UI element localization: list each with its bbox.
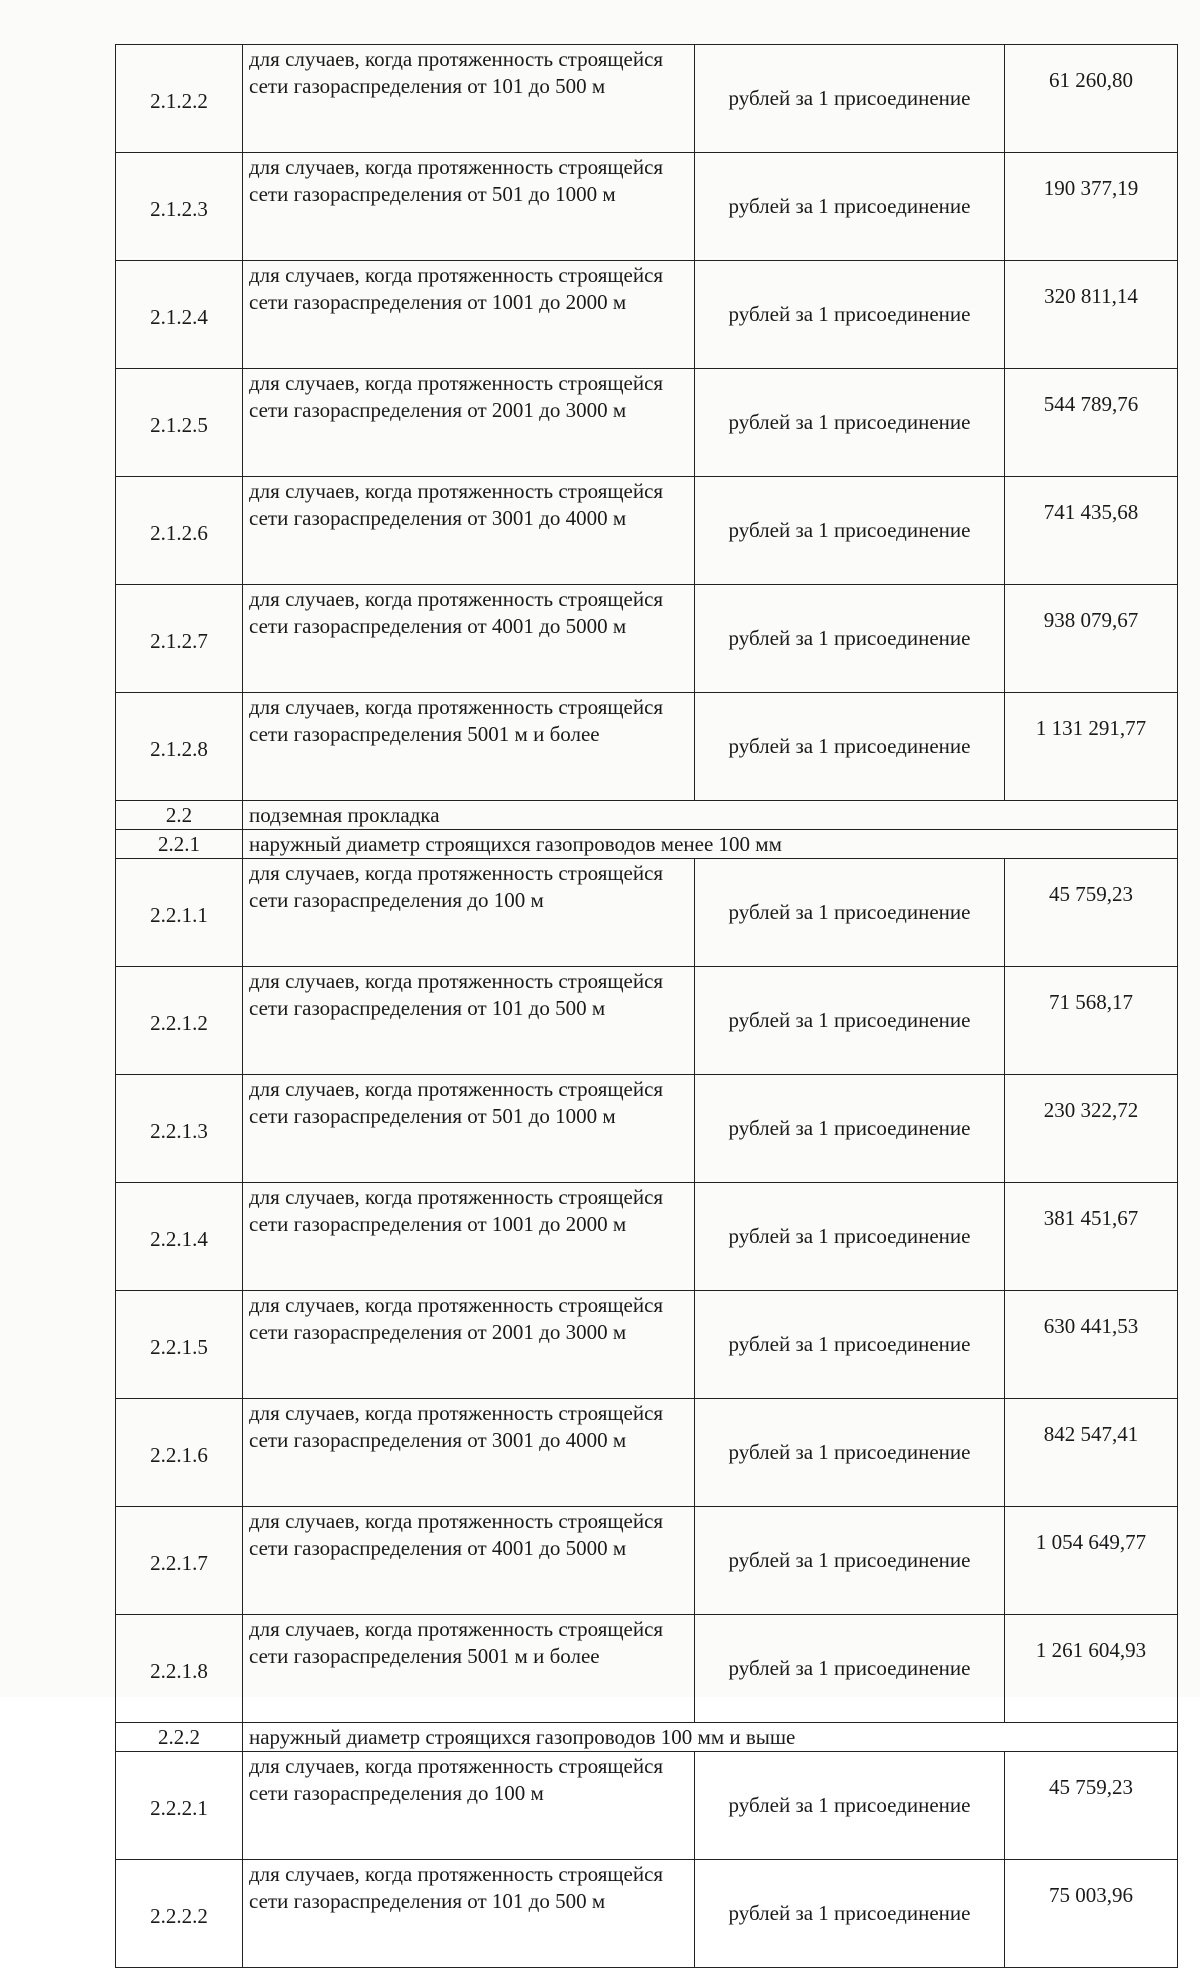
row-unit: рублей за 1 присоединение <box>695 967 1005 1075</box>
row-number: 2.1.2.2 <box>116 45 243 153</box>
row-value: 630 441,53 <box>1005 1291 1178 1399</box>
row-value: 842 547,41 <box>1005 1399 1178 1507</box>
table-row <box>116 1183 1178 1291</box>
row-description: для случаев, когда протяженность строящейся сети газораспределения от 2001 до 3000 м <box>243 369 695 477</box>
table-row <box>116 1291 1178 1399</box>
section-row <box>116 801 1178 830</box>
row-description: для случаев, когда протяженность строящейся сети газораспределения от 3001 до 4000 м <box>243 1399 695 1507</box>
row-value: 544 789,76 <box>1005 369 1178 477</box>
row-number: 2.2.1.1 <box>116 859 243 967</box>
table-row <box>116 1860 1178 1968</box>
row-description: для случаев, когда протяженность строящейся сети газораспределения до 100 м <box>243 859 695 967</box>
table-row <box>116 859 1178 967</box>
row-value: 741 435,68 <box>1005 477 1178 585</box>
row-description: для случаев, когда протяженность строящейся сети газораспределения от 2001 до 3000 м <box>243 1291 695 1399</box>
table-row <box>116 45 1178 153</box>
section-number: 2.2.2 <box>116 1723 243 1752</box>
row-number: 2.1.2.5 <box>116 369 243 477</box>
row-value: 1 054 649,77 <box>1005 1507 1178 1615</box>
row-unit: рублей за 1 присоединение <box>695 859 1005 967</box>
table-row <box>116 1615 1178 1723</box>
section-number: 2.2 <box>116 801 243 830</box>
row-unit: рублей за 1 присоединение <box>695 585 1005 693</box>
table-row <box>116 1399 1178 1507</box>
row-unit: рублей за 1 присоединение <box>695 477 1005 585</box>
row-number: 2.2.1.4 <box>116 1183 243 1291</box>
row-number: 2.2.1.7 <box>116 1507 243 1615</box>
row-number: 2.2.2.1 <box>116 1752 243 1860</box>
row-unit: рублей за 1 присоединение <box>695 1399 1005 1507</box>
row-description: для случаев, когда протяженность строящейся сети газораспределения от 101 до 500 м <box>243 1860 695 1968</box>
table-row <box>116 967 1178 1075</box>
row-value: 381 451,67 <box>1005 1183 1178 1291</box>
row-value: 190 377,19 <box>1005 153 1178 261</box>
row-unit: рублей за 1 присоединение <box>695 45 1005 153</box>
row-number: 2.1.2.4 <box>116 261 243 369</box>
row-number: 2.1.2.8 <box>116 693 243 801</box>
row-description: для случаев, когда протяженность строящейся сети газораспределения 5001 м и более <box>243 693 695 801</box>
row-number: 2.2.1.3 <box>116 1075 243 1183</box>
row-description: для случаев, когда протяженность строящейся сети газораспределения 5001 м и более <box>243 1615 695 1723</box>
row-description: для случаев, когда протяженность строящейся сети газораспределения от 1001 до 2000 м <box>243 1183 695 1291</box>
row-value: 1 131 291,77 <box>1005 693 1178 801</box>
row-value: 230 322,72 <box>1005 1075 1178 1183</box>
row-value: 45 759,23 <box>1005 859 1178 967</box>
row-unit: рублей за 1 присоединение <box>695 1860 1005 1968</box>
table-row <box>116 585 1178 693</box>
row-value: 71 568,17 <box>1005 967 1178 1075</box>
tariff-table <box>115 44 1178 1968</box>
row-unit: рублей за 1 присоединение <box>695 693 1005 801</box>
row-number: 2.2.1.6 <box>116 1399 243 1507</box>
row-description: для случаев, когда протяженность строящейся сети газораспределения от 501 до 1000 м <box>243 153 695 261</box>
row-value: 938 079,67 <box>1005 585 1178 693</box>
row-number: 2.2.2.2 <box>116 1860 243 1968</box>
row-unit: рублей за 1 присоединение <box>695 1291 1005 1399</box>
row-description: для случаев, когда протяженность строящейся сети газораспределения от 101 до 500 м <box>243 967 695 1075</box>
row-unit: рублей за 1 присоединение <box>695 369 1005 477</box>
row-value: 75 003,96 <box>1005 1860 1178 1968</box>
table-row <box>116 261 1178 369</box>
row-number: 2.2.1.5 <box>116 1291 243 1399</box>
table-row <box>116 1507 1178 1615</box>
row-description: для случаев, когда протяженность строящейся сети газораспределения от 101 до 500 м <box>243 45 695 153</box>
table-row <box>116 369 1178 477</box>
row-number: 2.1.2.6 <box>116 477 243 585</box>
row-value: 1 261 604,93 <box>1005 1615 1178 1723</box>
section-row <box>116 1723 1178 1752</box>
section-title: наружный диаметр строящихся газопроводов менее 100 мм <box>243 830 1178 859</box>
table-row <box>116 153 1178 261</box>
row-value: 61 260,80 <box>1005 45 1178 153</box>
row-number: 2.1.2.3 <box>116 153 243 261</box>
row-description: для случаев, когда протяженность строящейся сети газораспределения от 1001 до 2000 м <box>243 261 695 369</box>
tariff-table-body <box>116 45 1178 1968</box>
row-unit: рублей за 1 присоединение <box>695 1183 1005 1291</box>
row-unit: рублей за 1 присоединение <box>695 1752 1005 1860</box>
section-number: 2.2.1 <box>116 830 243 859</box>
row-description: для случаев, когда протяженность строящейся сети газораспределения от 4001 до 5000 м <box>243 1507 695 1615</box>
row-number: 2.1.2.7 <box>116 585 243 693</box>
row-unit: рублей за 1 присоединение <box>695 1615 1005 1723</box>
section-row <box>116 830 1178 859</box>
row-description: для случаев, когда протяженность строящейся сети газораспределения от 501 до 1000 м <box>243 1075 695 1183</box>
row-unit: рублей за 1 присоединение <box>695 1075 1005 1183</box>
row-unit: рублей за 1 присоединение <box>695 261 1005 369</box>
section-title: подземная прокладка <box>243 801 1178 830</box>
row-description: для случаев, когда протяженность строящейся сети газораспределения от 3001 до 4000 м <box>243 477 695 585</box>
table-row <box>116 477 1178 585</box>
row-unit: рублей за 1 присоединение <box>695 1507 1005 1615</box>
section-title: наружный диаметр строящихся газопроводов 100 мм и выше <box>243 1723 1178 1752</box>
row-unit: рублей за 1 присоединение <box>695 153 1005 261</box>
table-row <box>116 1752 1178 1860</box>
row-number: 2.2.1.8 <box>116 1615 243 1723</box>
table-row <box>116 1075 1178 1183</box>
row-description: для случаев, когда протяженность строящейся сети газораспределения от 4001 до 5000 м <box>243 585 695 693</box>
row-description: для случаев, когда протяженность строящейся сети газораспределения до 100 м <box>243 1752 695 1860</box>
row-value: 45 759,23 <box>1005 1752 1178 1860</box>
table-row <box>116 693 1178 801</box>
row-value: 320 811,14 <box>1005 261 1178 369</box>
row-number: 2.2.1.2 <box>116 967 243 1075</box>
